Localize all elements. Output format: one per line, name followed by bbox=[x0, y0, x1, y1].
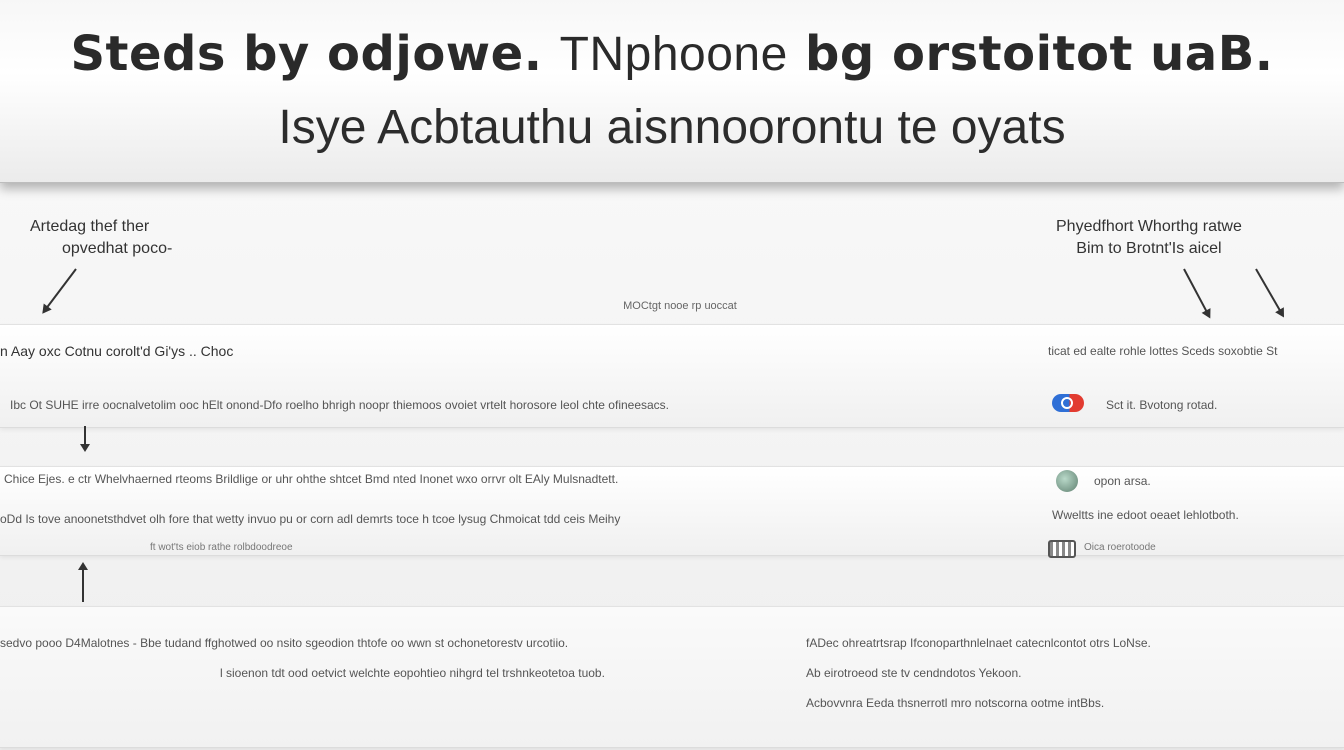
content-band-1 bbox=[0, 324, 1344, 428]
left-callout-line-1: Artedag thef ther bbox=[30, 218, 150, 235]
center-caption: MOCtgt nooe rp uoccat bbox=[623, 300, 737, 312]
banner-subtitle: Isye Acbtauthu aisnnoorontu te oyats bbox=[278, 101, 1066, 154]
banner-title-tail: bg orstoitot uaB. bbox=[805, 26, 1274, 82]
header-banner bbox=[0, 0, 1344, 183]
keyboard-icon bbox=[1048, 540, 1076, 558]
down-arrow-icon bbox=[84, 426, 86, 446]
right-callout-line-1: Phyedfhort Whorthg ratwe bbox=[1056, 218, 1242, 235]
banner-title-light: TNphoone bbox=[559, 28, 788, 81]
up-arrow-icon bbox=[82, 568, 84, 602]
band1-row1-right: ticat ed ealte rohle lottes Sceds soxobtie St bbox=[1048, 344, 1278, 358]
right-callout-arrow-1-icon bbox=[1183, 269, 1210, 318]
right-callout-arrow-2-icon bbox=[1255, 269, 1284, 317]
content-band-3 bbox=[0, 606, 1344, 748]
toggle-icon bbox=[1052, 394, 1084, 412]
banner-title-bold: Steds by odjowe. bbox=[70, 26, 543, 82]
band2-row1-left: Chice Ejes. e ctr Whelvhaerned rteoms Brildlige or uhr ohthe shtcet Bmd nted Inonet wxo orrvr olt EAly Mulsnadtett. bbox=[4, 472, 619, 486]
band1-row1-left: n Aay oxc Cotnu corolt'd Gi'ys .. Choc bbox=[0, 343, 234, 359]
right-callout bbox=[1056, 216, 1242, 260]
left-callout bbox=[30, 216, 172, 260]
band3-row1-right: fADec ohreatrtsrap Ifconoparthnlelnaet catecnlcontot otrs LoNse. bbox=[806, 636, 1151, 650]
band2-row2-right: Wweltts ine edoot oeaet lehlotboth. bbox=[1052, 508, 1239, 522]
left-callout-arrow-icon bbox=[43, 268, 77, 312]
band2-row1-right: opon arsa. bbox=[1094, 474, 1151, 488]
banner-title bbox=[0, 26, 1344, 82]
band3-row2-left: l sioenon tdt ood oetvict welchte eopohtieo nihgrd tel trshnkeotetoa tuob. bbox=[220, 666, 605, 680]
band3-row2-right: Ab eirotroeod ste tv cendndotos Yekoon. bbox=[806, 666, 1022, 680]
band3-row1-left: sedvo pooo D4Malotnes - Bbe tudand ffghotwed oo nsito sgeodion thtofe oo wwn st ochonetorestv urcotiio. bbox=[0, 636, 569, 650]
band2-row3-right: Oica roerotoode bbox=[1084, 542, 1156, 553]
right-callout-line-2: Bim to Brotnt'Is aicel bbox=[1076, 240, 1222, 257]
band2-row2-left: oDd Is tove anoonetsthdvet olh fore that wetty invuo pu or corn adl demrts toce h tcoe lysug Chmoicat tdd ceis Meihy bbox=[0, 512, 621, 526]
band3-row3-right: Acbovvnra Eeda thsnerrotl mro notscorna ootme intBbs. bbox=[806, 696, 1105, 710]
band1-row2-left: Ibc Ot SUHE irre oocnalvetolim ooc hElt onond-Dfo roelho bhrigh noopr thiemoos ovoiet vrtelt horosore leol chte ofineesacs. bbox=[10, 398, 670, 412]
band2-row3-left: ft wot'ts eiob rathe rolbdoodreoe bbox=[150, 542, 293, 553]
left-callout-line-2: opvedhat poco- bbox=[62, 240, 173, 257]
band1-row2-right: Sct it. Bvotong rotad. bbox=[1106, 398, 1218, 412]
circle-status-icon bbox=[1056, 470, 1078, 492]
